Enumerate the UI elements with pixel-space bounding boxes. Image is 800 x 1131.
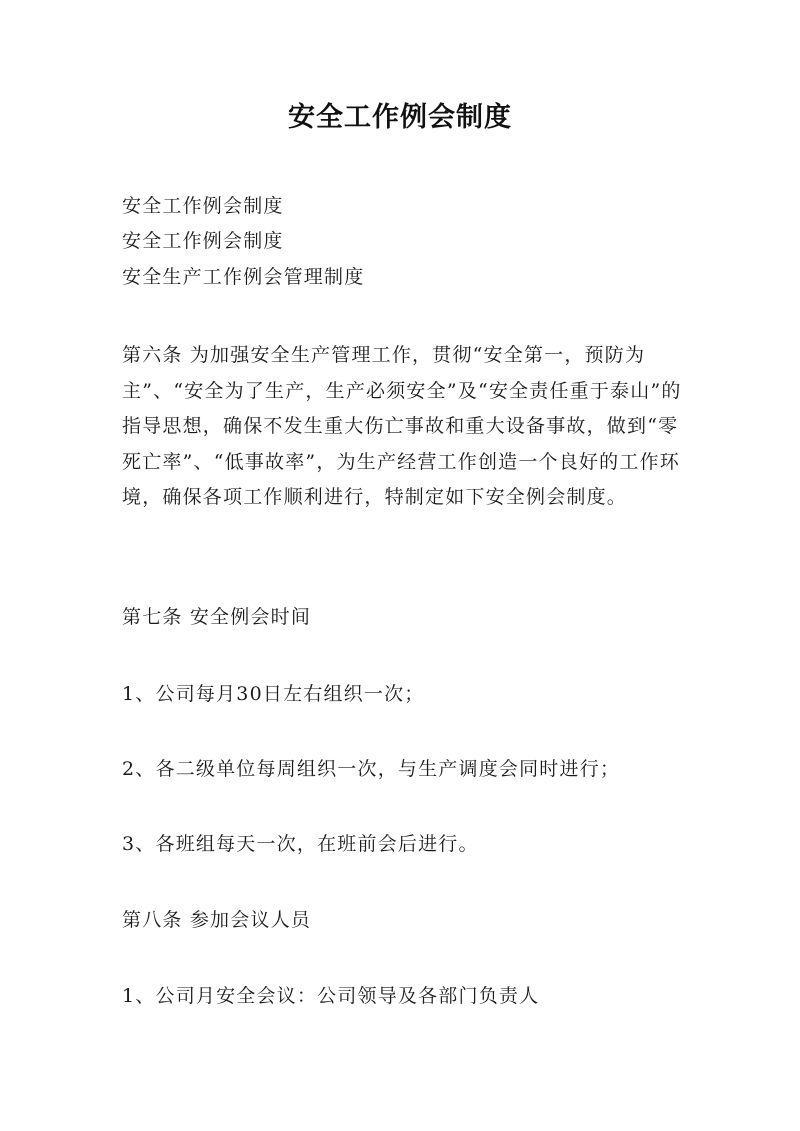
article-8-heading: 第八条 参加会议人员 <box>122 909 312 931</box>
article-7-item-3: 3、各班组每天一次，在班前会后进行。 <box>122 833 479 855</box>
document-title: 安全工作例会制度 <box>288 102 512 133</box>
article-6-paragraph: 第六条 为加强安全生产管理工作，贯彻“安全第一，预防为主”、“安全为了生产，生产必须安全”及“安全责任重于泰山”的指导思想，确保不发生重大伤亡事故和重大设备事故，做到“零死亡率”、“低事故率”，为生产经营工作创造一个良好的工作环境，确保各项工作顺利进行，特制定如下安全例会制度。 <box>122 344 682 508</box>
article-7-heading: 第七条 安全例会时间 <box>122 606 312 628</box>
article-7-item-2: 2、各二级单位每周组织一次，与生产调度会同时进行； <box>122 758 621 780</box>
subtitle-line-3: 安全生产工作例会管理制度 <box>122 266 365 288</box>
article-8-item-1: 1、公司月安全会议：公司领导及各部门负责人 <box>122 985 540 1007</box>
subtitle-line-2: 安全工作例会制度 <box>122 230 284 252</box>
article-7-item-1: 1、公司每月30日左右组织一次； <box>122 683 425 705</box>
subtitle-line-1: 安全工作例会制度 <box>122 195 284 217</box>
